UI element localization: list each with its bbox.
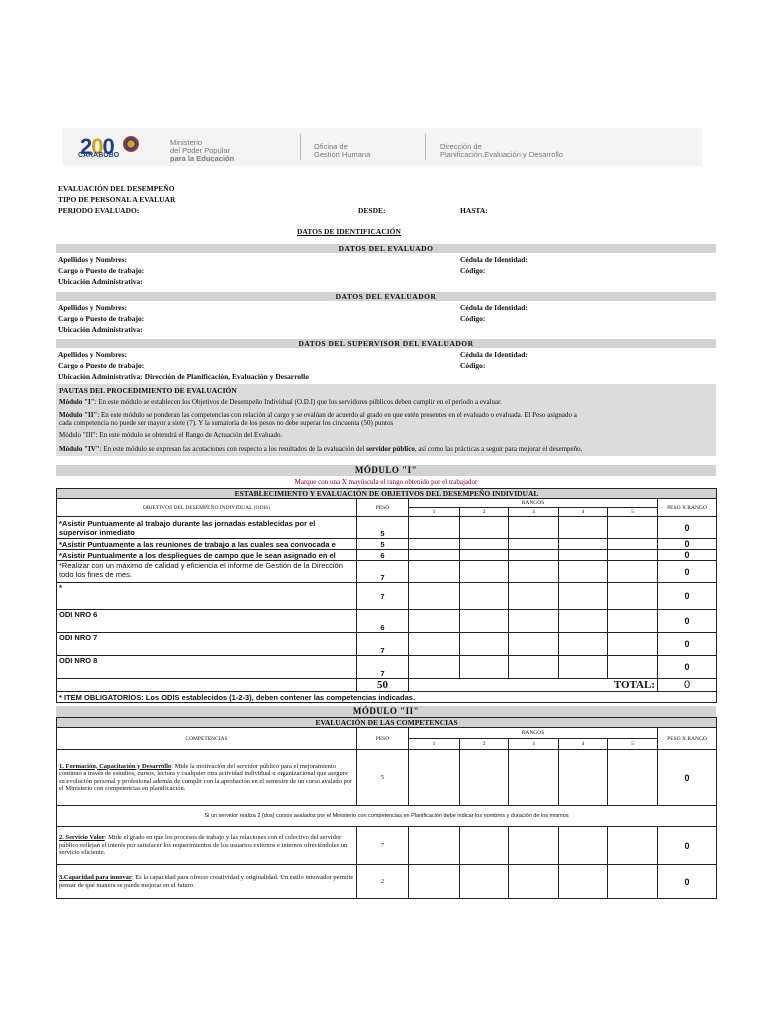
competencia-1-peso: 5 [357,750,409,806]
evaluador-bar: DATOS DEL EVALUADOR [56,292,716,301]
odi-peso: 7 [357,633,409,656]
rango-cell[interactable] [608,539,658,550]
rango-cell[interactable] [409,865,460,899]
competencia-1 [57,750,357,806]
odi-text: *Asistir Puntualmente a los despliegues de campo que le sean asignado en el [57,550,357,561]
rango-cell[interactable] [460,633,509,656]
pautas-m2-label: Módulo "II" [59,411,98,419]
total-label: TOTAL: [613,679,655,691]
evaluado-cedula: Cédula de Identidad: [460,255,528,264]
rango-3: 3 [509,739,559,750]
table-row [57,750,717,806]
pautas-m4-text: : En este módulo se expresan las acotaciones con respecto a los resultados de la evaluación del [99,445,365,453]
odi-text: ODI NRO 7 [57,633,357,656]
odi-result: 0 [658,583,717,610]
col-peso-rango: PESO X RANGO [658,499,717,517]
rango-3: 3 [509,508,559,517]
periodo-label: PERIODO EVALUADO: [58,206,140,215]
competencia-3-result: 0 [658,865,717,899]
col-rangos: RANGOS [409,499,658,508]
rango-cell[interactable] [509,550,559,561]
rango-cell[interactable] [608,750,658,806]
rango-cell[interactable] [460,561,509,583]
modulo2-table [56,717,717,899]
odi-text: *Realizar con un máximo de calidad y eficiencia el informe de Gestión de la Dirección todo los fines de mes. [57,561,357,583]
odi-result: 0 [658,517,717,539]
pautas-m2-text2: cada competencia no puede ser mayor a siete (7). Y la sumatoria de los pesos no debe superar los cincuenta (50) puntos [59,419,394,427]
logo-200-icon: 200 [80,134,114,159]
office-line-2: Gestión Humana [314,150,371,159]
rango-cell[interactable] [608,583,658,610]
evaluado-codigo: Código: [460,266,486,275]
odi-peso: 6 [357,610,409,633]
rango-cell[interactable] [460,539,509,550]
direction-line-1: Dirección de [440,142,482,151]
evaluador-codigo: Código: [460,314,486,323]
blank-cell [409,679,460,692]
hasta-label: HASTA: [460,206,488,215]
rango-cell[interactable] [509,827,559,865]
rango-4: 4 [559,739,608,750]
evaluador-nombres: Apellidos y Nombres: [58,303,128,312]
courses-note: Si un servidor realiza 2 (dos) cursos avalados por el Ministerio con competencias en Planificación debe indicar los nombres y duración de los mismos [57,806,717,827]
odi-peso: 5 [357,517,409,539]
supervisor-cedula: Cédula de Identidad: [460,350,528,359]
rango-cell[interactable] [509,750,559,806]
divider [425,134,426,160]
competencia-1-result: 0 [658,750,717,806]
rango-cell[interactable] [409,517,460,539]
logo-place: CARABOBO [78,152,120,159]
direction-text [440,143,563,159]
table-row [57,539,717,550]
odi-result: 0 [658,539,717,550]
rango-cell[interactable] [509,583,559,610]
rango-cell[interactable] [559,539,608,550]
rango-2: 2 [460,739,509,750]
rango-cell[interactable] [559,550,608,561]
odi-result: 0 [658,633,717,656]
rango-cell[interactable] [460,517,509,539]
supervisor-nombres: Apellidos y Nombres: [58,350,128,359]
rango-cell[interactable] [460,827,509,865]
competencia-1-text: : Mide la motivación del servidor público para el mejoramiento continuo a través de estudios, cursos, lectura y cualquier otra actividad individual u organizacional que asegure su evolución personal y profesional además de cumplir con la aprobación en el semestre de un curso avalado por el Ministerio con competencias en planificación. [59,762,353,792]
rango-cell[interactable] [608,550,658,561]
competencia-2-result: 0 [658,827,717,865]
odi-peso: 7 [357,583,409,610]
rango-cell[interactable] [409,610,460,633]
rango-cell[interactable] [409,656,460,679]
rango-cell[interactable] [409,550,460,561]
table-row [57,561,717,583]
col-peso: PESO [357,499,409,517]
rango-cell[interactable] [559,610,608,633]
rango-cell[interactable] [509,656,559,679]
blank-cell [460,679,509,692]
modulo2-table-title: EVALUACIÓN DE LAS COMPETENCIAS [57,718,717,728]
rango-5: 5 [608,508,658,517]
rango-cell[interactable] [409,633,460,656]
competencia-3 [57,865,357,899]
col-objetivos: OBJETIVOS DEL DESEMPEÑO INDIVIDUAL (ODIS) [57,499,357,517]
pautas-m3: Módulo "III": En este módulo se obtendrá el Rango de Actuación del Evaluado. [59,431,283,439]
table-row [57,865,717,899]
rango-cell[interactable] [559,750,608,806]
odi-text: ODI NRO 8 [57,656,357,679]
pautas-title: PAUTAS DEL PROCEDIMIENTO DE EVALUACIÓN [59,386,237,395]
rango-cell[interactable] [509,539,559,550]
odi-result: 0 [658,610,717,633]
ministry-text [170,139,234,163]
modulo1-table-title: ESTABLECIMIENTO Y EVALUACIÓN DE OBJETIVOS DEL DESEMPEÑO INDIVIDUAL [57,489,717,499]
pautas-m4-bold: servidor público [366,445,415,453]
rango-cell[interactable] [460,550,509,561]
office-line-1: Oficina de [314,142,348,151]
ministry-line-1: Ministerio [170,138,203,147]
rango-cell[interactable] [509,865,559,899]
modulo2-title: MÓDULO "II" [56,706,716,717]
odi-result: 0 [658,656,717,679]
ministry-line-3: para la Educación [170,154,235,163]
rango-2: 2 [460,508,509,517]
odi-text: *Asistir Puntuamente al trabajo durante las jornadas establecidas por el supervisor inmediato [57,517,357,539]
competencia-3-peso: 2 [357,865,409,899]
rango-cell[interactable] [509,561,559,583]
competencia-2-text: : Mide el grado en que los procesos de trabajo y las relaciones con el colectivo del servidor público reflejan el interés por satisfacer los requerimientos de los usuarios externos e internos ofreciéndoles un servicio eficiente. [59,834,348,857]
table-row [57,827,717,865]
rango-cell[interactable] [608,656,658,679]
tipo-personal: TIPO DE PERSONAL A EVALUAR [58,195,176,204]
col-peso: PESO [357,728,409,750]
pautas-m1 [59,398,502,407]
pautas-m4 [59,445,582,454]
pautas-m2-text: : En este módulo se ponderan las competencias con relación al cargo y se evalúan de acuerdo al grado en que estén presentes en el evaluado o evaluada. El Peso asignado a [97,411,577,419]
odi-text: * [57,583,357,610]
total-peso: 50 [357,679,409,692]
competencia-2-title: 2. Servicio Valor [59,834,105,842]
rango-cell[interactable] [608,633,658,656]
rango-cell[interactable] [409,583,460,610]
table-row [57,656,717,679]
rango-cell[interactable] [460,865,509,899]
supervisor-ubicacion: Ubicación Administrativa: Dirección de Planificación, Evaluación y Desarrollo [58,372,309,381]
rango-cell[interactable] [509,610,559,633]
desde-label: DESDE: [358,206,386,215]
evaluado-nombres: Apellidos y Nombres: [58,255,128,264]
rango-cell[interactable] [409,827,460,865]
odi-result: 0 [658,561,717,583]
competencia-3-title: 3.Capacidad para innovar [59,874,132,881]
pautas-m1-label: Módulo "I" [59,398,95,406]
evaluado-cargo: Cargo o Puesto de trabajo: [58,266,145,275]
competencia-1-title: 1. Formación, Capacitación y Desarrollo [59,762,172,770]
modulo1-title: MÓDULO "I" [56,465,716,476]
competencia-2 [57,827,357,865]
divider [300,134,301,160]
total-row [57,679,717,692]
evaluador-ubicacion: Ubicación Administrativa: [58,325,143,334]
rango-cell[interactable] [460,610,509,633]
odi-result: 0 [658,550,717,561]
rango-cell[interactable] [559,561,608,583]
modulo1-table [56,488,717,703]
evaluado-bar: DATOS DEL EVALUADO [56,244,716,253]
total-value: 0 [658,679,717,692]
rango-cell[interactable] [608,610,658,633]
ministry-line-2: del Poder Popular [170,146,231,155]
competencia-3-text: : Es la capacidad para ofrecer creatividad y originalidad. Un estilo innovador permite pensar de qué manera se puede mejorar en el futuro. [59,874,354,889]
odi-peso: 5 [357,539,409,550]
table-row [57,583,717,610]
competencia-2-peso: 7 [357,827,409,865]
col-rangos: RANGOS [409,728,658,739]
rango-cell[interactable] [608,561,658,583]
rango-cell[interactable] [559,517,608,539]
rango-1: 1 [409,739,460,750]
rango-cell[interactable] [608,865,658,899]
odi-text: ODI NRO 6 [57,610,357,633]
rango-5: 5 [608,739,658,750]
rango-cell[interactable] [509,517,559,539]
evaluador-cargo: Cargo o Puesto de trabajo: [58,314,145,323]
total-spacer [57,679,357,692]
ministry-emblem-icon [123,136,139,152]
pautas-m4-label: Módulo "IV" [59,445,100,453]
rango-4: 4 [559,508,608,517]
datos-identificacion-title: DATOS DE IDENTIFICACIÓN [297,227,401,236]
form-title: EVALUACIÓN DEL DESEMPEÑO [58,184,175,193]
table-row [57,517,717,539]
odi-peso: 6 [357,550,409,561]
evaluado-ubicacion: Ubicación Administrativa: [58,277,143,286]
odi-text: *Asistir Puntuamente a las reuniones de trabajo a las cuales sea convocada e [57,539,357,550]
col-peso-rango: PESO X RANGO [658,728,717,750]
odi-peso: 7 [357,656,409,679]
modulo1-note: * ITEM OBLIGATORIOS: Los ODIS establecidos (1-2-3), deben contener las competencias indicadas. [57,692,717,703]
table-row [57,633,717,656]
pautas-m1-text: : En este módulo se establecen los Objetivos de Desempeño Individual (O.D.I) que los servidores públicos deben cumplir en el período a evaluar. [94,398,502,406]
modulo1-instruction: Marque con una X mayúscula el rango obtenido por el trabajador [294,478,478,486]
table-row [57,550,717,561]
pautas-m4-tail: , así como las prácticas a seguir para mejorar el desempeño. [414,445,583,453]
table-row [57,610,717,633]
rango-cell[interactable] [559,583,608,610]
supervisor-cargo: Cargo o Puesto de trabajo: [58,361,145,370]
rango-cell[interactable] [409,561,460,583]
blank-cell [509,679,559,692]
rango-cell[interactable] [559,633,608,656]
rango-1: 1 [409,508,460,517]
evaluador-cedula: Cédula de Identidad: [460,303,528,312]
rango-cell[interactable] [559,865,608,899]
rango-cell[interactable] [460,583,509,610]
rango-cell[interactable] [559,827,608,865]
rango-cell[interactable] [559,656,608,679]
col-competencias: COMPETENCIAS [57,728,357,750]
rango-cell[interactable] [409,750,460,806]
rango-cell[interactable] [608,517,658,539]
office-text [314,143,370,159]
odi-peso: 7 [357,561,409,583]
direction-line-2: Planificación,Evaluación y Desarrollo [440,150,563,159]
supervisor-bar: DATOS DEL SUPERVISOR DEL EVALUADOR [56,339,716,348]
supervisor-codigo: Código: [460,361,486,370]
rango-cell[interactable] [409,539,460,550]
rango-cell[interactable] [460,656,509,679]
header-banner [62,128,702,166]
rango-cell[interactable] [460,750,509,806]
rango-cell[interactable] [509,633,559,656]
rango-cell[interactable] [608,827,658,865]
